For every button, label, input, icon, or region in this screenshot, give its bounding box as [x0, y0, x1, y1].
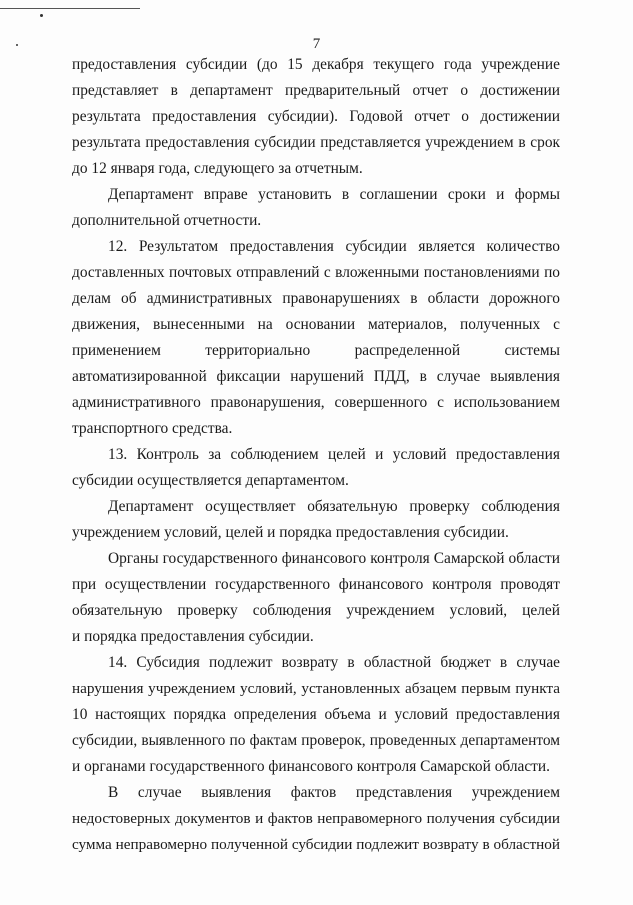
text-line: движения, вынесенными на основании материалов, полученных с	[72, 316, 560, 333]
scan-artifact-line	[0, 8, 140, 9]
text-line: субсидии осуществляется департаментом.	[72, 472, 349, 489]
paragraph	[72, 494, 560, 546]
text-line: 14. Субсидия подлежит возврату в областной бюджет в случае	[108, 654, 560, 671]
paragraph	[72, 546, 560, 650]
text-line: делам об административных правонарушениях в области дорожного	[72, 290, 560, 307]
text-line: Департамент осуществляет обязательную проверку соблюдения	[108, 498, 560, 515]
text-line: административного правонарушения, совершенного с использованием	[72, 394, 560, 411]
paragraph	[72, 780, 560, 858]
text-line: доставленных почтовых отправлений с вложенными постановлениями по	[72, 264, 560, 281]
paragraph	[72, 442, 560, 494]
text-line: 13. Контроль за соблюдением целей и условий предоставления	[108, 446, 560, 463]
text-line: учреждением условий, целей и порядка предоставления субсидии.	[72, 524, 509, 541]
text-line: результата предоставления субсидии). Годовой отчет о достижении	[72, 108, 560, 125]
scan-speck	[40, 14, 43, 17]
paragraph	[72, 650, 560, 780]
text-line: В случае выявления фактов представления учреждением	[108, 784, 560, 801]
text-line: 10 настоящих порядка определения объема и условий предоставления	[72, 706, 560, 723]
text-line: предоставления субсидии (до 15 декабря текущего года учреждение	[72, 56, 560, 73]
paragraph	[72, 52, 560, 182]
text-line: сумма неправомерно полученной субсидии подлежит возврату в областной	[72, 836, 560, 853]
text-line: и органами государственного финансового контроля Самарской области.	[72, 758, 550, 775]
text-line: транспортного средства.	[72, 420, 233, 437]
text-line: и порядка предоставления субсидии.	[72, 628, 314, 645]
text-line: недостоверных документов и фактов неправомерного получения субсидии	[72, 810, 560, 827]
text-line: нарушения учреждением условий, установленных абзацем первым пункта	[72, 680, 560, 697]
text-line: Департамент вправе установить в соглашении сроки и формы	[108, 186, 560, 203]
paragraph	[72, 234, 560, 442]
page-number: 7	[312, 36, 321, 52]
paragraph	[72, 182, 560, 234]
text-line: Органы государственного финансового контроля Самарской области	[108, 550, 560, 567]
text-line: автоматизированной фиксации нарушений ПДД, в случае выявления	[72, 368, 560, 385]
text-line: дополнительной отчетности.	[72, 212, 262, 229]
text-line: применением территориально распределенной системы	[72, 342, 560, 359]
text-line: при осуществлении государственного финансового контроля проводят	[72, 576, 560, 593]
text-line: 12. Результатом предоставления субсидии является количество	[108, 238, 560, 255]
text-line: субсидии, выявленного по фактам проверок, проведенных департаментом	[72, 732, 560, 749]
text-line: до 12 января года, следующего за отчетным.	[72, 160, 363, 177]
text-line: результата предоставления субсидии представляется учреждением в срок	[72, 134, 560, 151]
document-body	[72, 52, 560, 858]
text-line: представляет в департамент предварительный отчет о достижении	[72, 82, 560, 99]
text-line: обязательную проверку соблюдения учреждением условий, целей	[72, 602, 560, 619]
